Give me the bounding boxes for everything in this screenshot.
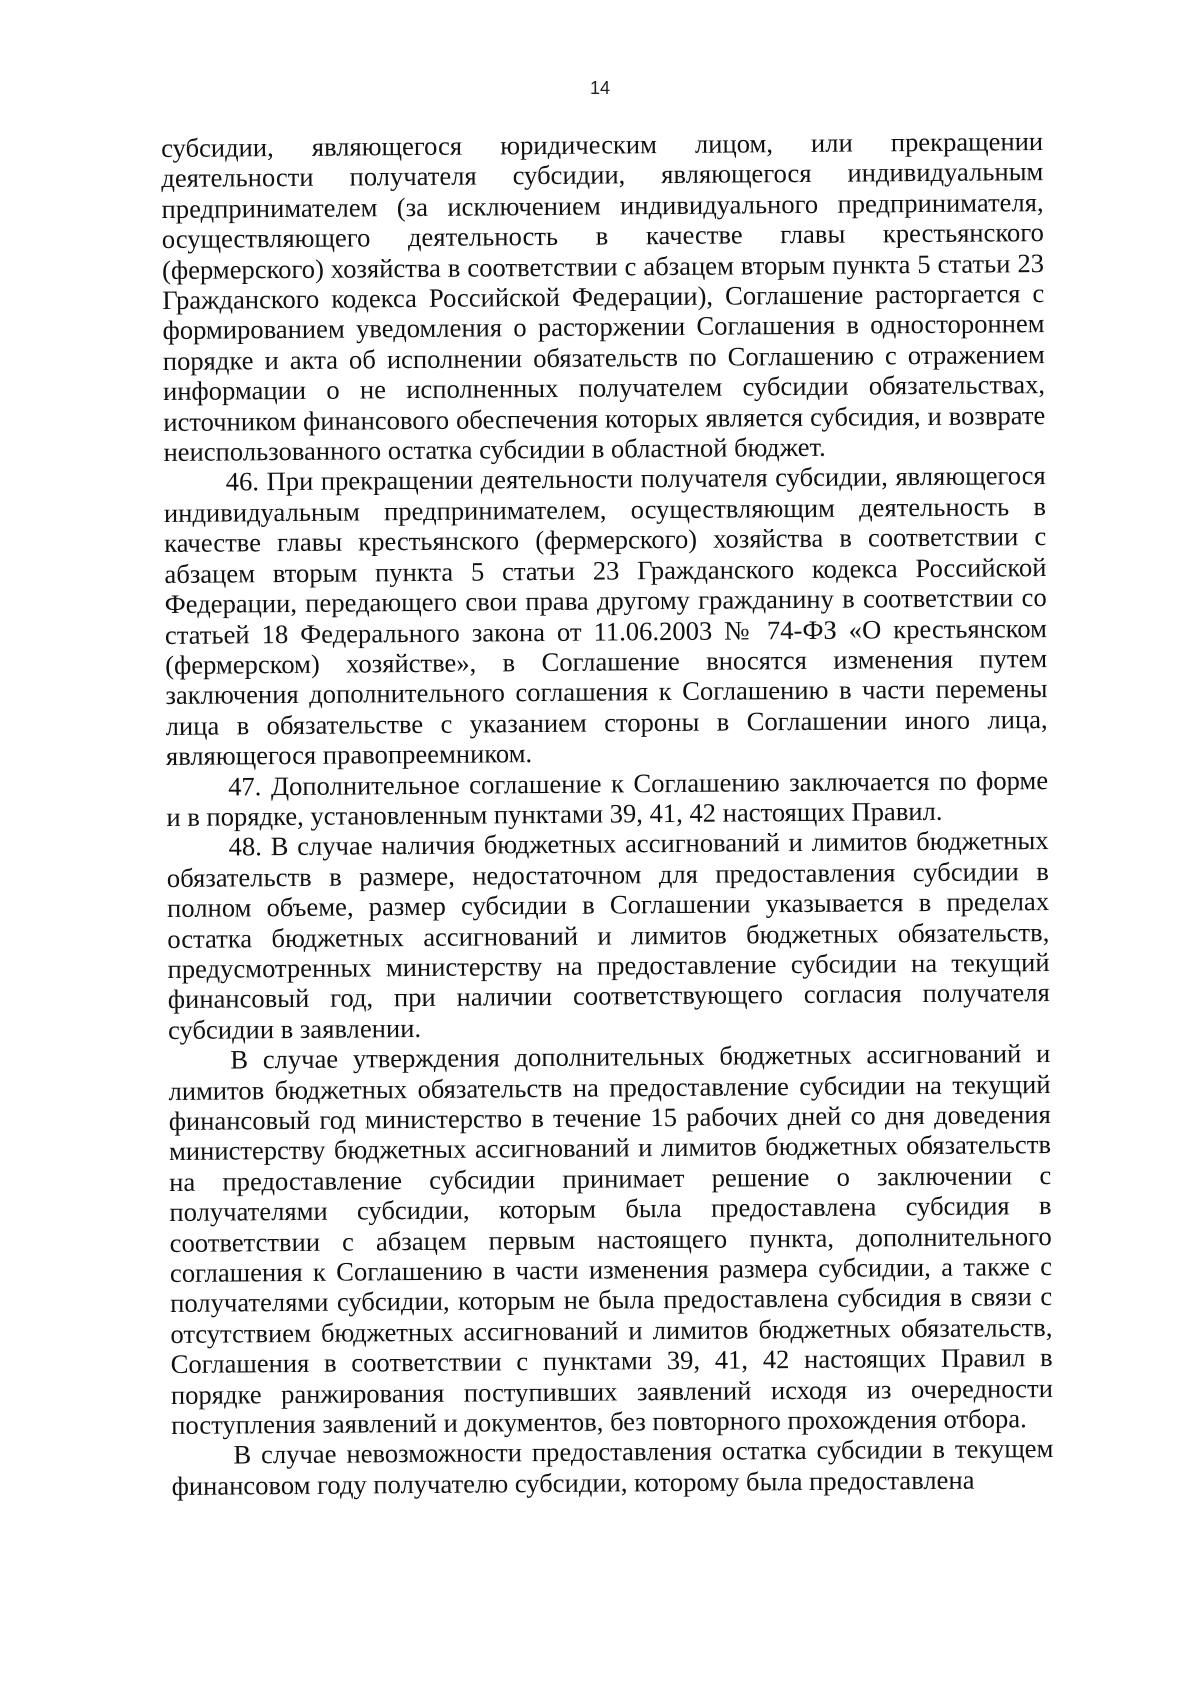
paragraph-45-continuation: субсидии, являющегося юридическим лицом, или прекращении деятельности получателя субсидии, являющегося индивидуальным предпринимателем (за исключением индивидуального предпринимателя, осуществляющего деятельность в качестве главы крестьянского (фермерского) хозяйства в соответствии с абзацем вторым пункта 5 статьи 23 Гражданского кодекса Российской Федерации), Соглашение расторгается с формированием уведомления о расторжении Соглашения в одностороннем порядке и акта об исполнении обязательств по Соглашению с отражением информации о не исполненных получателем субсидии обязательствах, источником финансового обеспечения которых является субсидия, и возврате неиспользованного остатка субсидии в областной бюджет. [161,126,1046,468]
page-number: 14 [589,78,611,98]
paragraph-48-additional-allocations: В случае утверждения дополнительных бюджетных ассигнований и лимитов бюджетных обязательств на предоставление субсидии на текущий финансовый год министерство в течение 15 рабочих дней со дня доведения министерству бюджетных ассигнований и лимитов бюджетных обязательств на предоставление субсидии принимает решение о заключении с получателями субсидии, которым была предоставлена субсидия в соответствии с абзацем первым настоящего пункта, дополнительного соглашения к Соглашению в части изменения размера субсидии, а также с получателями субсидии, которым не была предоставлена субсидия в связи с отсутствием бюджетных ассигнований и лимитов бюджетных обязательств, Соглашения в соответствии с пунктами 39, 41, 42 настоящих Правил в порядке ранжирования поступивших заявлений исходя из очередности поступления заявлений и документов, без повторного прохождения отбора. [168,1038,1053,1441]
document-body [161,126,1054,1501]
paragraph-48-remaining-subsidy: В случае невозможности предоставления остатка субсидии в текущем финансовом году получателю субсидии, которому была предоставлена [171,1433,1054,1501]
paragraph-47: 47. Дополнительное соглашение к Соглашению заключается по форме и в порядке, установленным пунктами 39, 41, 42 настоящих Правил. [166,764,1049,832]
paragraph-46: 46. При прекращении деятельности получателя субсидии, являющегося индивидуальным предпринимателем, осуществляющим деятельность в качестве главы крестьянского (фермерского) хозяйства в соответствии с абзацем вторым пункта 5 статьи 23 Гражданского кодекса Российской Федерации, передающего свои права другому гражданину в соответствии со статьей 18 Федерального закона от 11.06.2003 № 74-ФЗ «О крестьянском (фермерском) хозяйстве», в Соглашение вносятся изменения путем заключения дополнительного соглашения к Соглашению в части перемены лица в обязательстве с указанием стороны в Соглашении иного лица, являющегося правопреемником. [163,460,1048,772]
paragraph-48: 48. В случае наличия бюджетных ассигнований и лимитов бюджетных обязательств в размере, недостаточном для предоставления субсидии в полном объеме, размер субсидии в Соглашении указывается в пределах остатка бюджетных ассигнований и лимитов бюджетных обязательств, предусмотренных министерству на предоставление субсидии на текущий финансовый год, при наличии соответствующего согласия получателя субсидии в заявлении. [166,825,1050,1045]
